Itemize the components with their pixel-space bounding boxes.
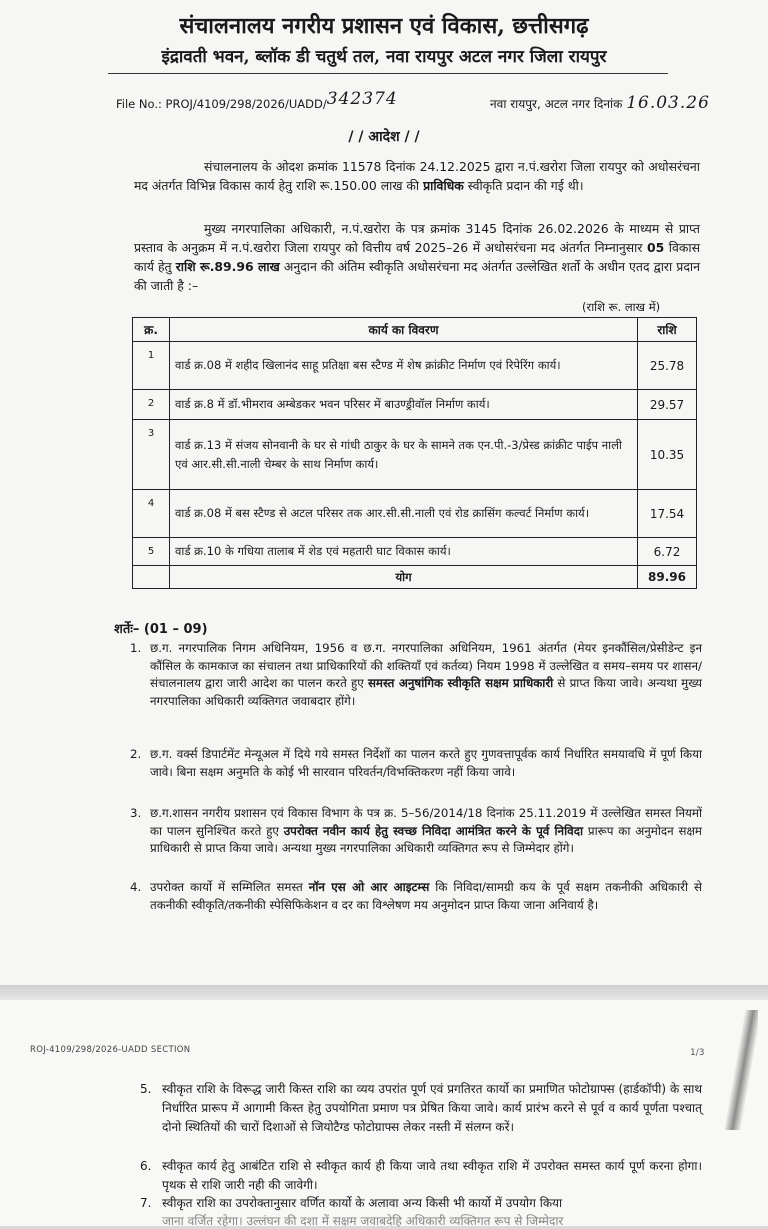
table-row: [133, 490, 697, 538]
total-blank-cell: [133, 566, 170, 589]
file-number: [116, 89, 398, 113]
paragraph-2-text-end: अनुदान की अंतिम स्वीकृति अधोसरंचना मद अंतर्गत उल्लेखित शर्तो के अधीन एतद द्वारा प्रदान की जाती है :–: [134, 259, 700, 293]
row-description: वार्ड क्र.08 में बस स्टैण्ड से अटल परिसर तक आर.सी.सी.नाली एवं रोड क्रासिंग कल्वर्ट निर्माण कार्य।: [170, 490, 638, 538]
condition-text: स्वीकृत राशि के विरूद्ध जारी किस्त राशि का व्यय उपरांत पूर्ण एवं प्रगतिरत कार्यो का प्रमाणित फोटोग्राफ्स (हार्डकॉपी) के साथ निर्धारित प्रारूप में आगामी किस्त हेतु उपयोगिता प्रमाण पत्र प्रेषित किया जावे। कार्य प्रारंभ करने से पूर्व व कार्य पूर्णता पश्चात् दोनो स्थितियों की चारों दिशाओं से जियोटैग्ड फोटोग्राफ्स लेकर नस्ती में संलग्न करें।: [162, 1082, 702, 1134]
row-description: वार्ड क्र.08 में शहीद खिलानंद साहू प्रतिक्षा बस स्टैण्ड में शेष क्रांक्रीट निर्माण एवं रिपेरिंग कार्य।: [170, 342, 638, 390]
condition-bold: समस्त अनुषांगिक स्वीकृति सक्षम प्राधिकारी: [367, 676, 554, 690]
condition-text-end: कि निविदा/सामग्री कय के पूर्व सक्षम तकनीकी अधिकारी से तकनीकी स्वीकृति/तकनीकी स्पेसिफिकेशन व दर का विश्लेषण मय अनुमोदन प्राप्त किया जाना अनिवार्य है।: [150, 880, 702, 912]
table-row: [133, 390, 697, 420]
table-header-row: [133, 318, 697, 342]
condition-4: [130, 879, 702, 914]
page-number: 1/3: [690, 1048, 705, 1058]
place-date-label: नवा रायपुर, अटल नगर दिनांक: [490, 97, 623, 111]
condition-6: [140, 1157, 702, 1195]
paragraph-1-text: संचालनालय के ओदश क्रमांक 11578 दिनांक 24.12.2025 द्वारा न.पं.खरोरा जिला रायपुर को अधोसरंचना मद अंतर्गत विभिन्न विकास कार्य हेतु राशि रू.150.00 लाख की: [134, 159, 700, 193]
condition-number: 3.: [130, 806, 142, 820]
unit-note: (राशि रू. लाख में): [582, 300, 661, 314]
conditions-heading: शर्तेः– (01 – 09): [114, 622, 208, 637]
col-serial: क्र.: [133, 318, 170, 342]
condition-1: [130, 640, 702, 710]
row-description: वार्ड क्र.13 में संजय सोनवानी के घर से गांधी ठाकुर के घर के सामने तक एन.पी.-3/प्रेस्ड क्रांक्रीट पाईप नाली एवं आर.सी.सी.नाली चेम्बर के साथ निर्माण कार्य।: [170, 420, 638, 490]
condition-bold: नॉन एस ओ आर आइटम्स: [308, 880, 430, 894]
scan-shadow: [722, 1010, 758, 1130]
condition-text: छ.ग. नगरपालिक निगम अधिनियम, 1956 व छ.ग. नगरपालिका अधिनियम, 1961 अंतर्गत (मेयर इनकौंसिल/प्रेसीडेन्ट इन कौंसिल के कामकाज का संचालन तथा प्राधिकारियों की शक्तियाँ एवं कर्तव्य) नियम 1998 में उल्लेखित व समय–समय पर शासन/संचालनालय द्वारा जारी आदेश का पालन करते हुए: [150, 641, 702, 690]
condition-text: स्वीकृत राशि का उपरोक्तानुसार वर्णित कार्यो के अलावा अन्य किसी भी कार्यो में उपयोग किया: [162, 1196, 563, 1210]
works-table: [132, 317, 697, 589]
total-amount: 89.96: [638, 566, 697, 589]
col-description: कार्य का विवरण: [170, 318, 638, 342]
paragraph-2-text: मुख्य नगरपालिका अधिकारी, न.पं.खरोरा के पत्र क्रमांक 3145 दिनांक 26.02.2026 के माध्यम से प्राप्त प्रस्ताव के अनुक्रम में न.पं.खरोरा जिला रायपुर को वित्तीय वर्ष 2025–26 में अधोसरंचना मद अंतर्गत निम्नानुसार: [134, 221, 700, 255]
paragraph-2-text-mid: विकास कार्य हेतु: [134, 240, 701, 274]
condition-number: 7.: [140, 1196, 152, 1210]
table-row: [133, 538, 697, 566]
row-serial: 1: [133, 342, 170, 390]
paragraph-2-count: 05: [647, 240, 665, 255]
row-serial: 4: [133, 490, 170, 538]
file-number-label: File No.: PROJ/4109/298/2026/UADD/: [116, 97, 327, 111]
header-divider: [108, 73, 668, 74]
condition-text-end: प्रारूप का अनुमोदन सक्षम प्राधिकारी से प्राप्त किया जावे। अन्यथा मुख्य नगरपालिका अधिकारी व्यक्तिगत रूप से जिम्मेदार होंगे।: [150, 823, 702, 855]
row-serial: 2: [133, 390, 170, 420]
condition-5: [140, 1080, 702, 1137]
paragraph-1: [134, 157, 700, 195]
condition-text: छ.ग. वर्क्स डिपार्टमेंट मेन्यूअल में दिये गये समस्त निर्देशों का पालन करते हुए गुणवत्तापूर्वक कार्य निर्धारित समयावधि में पूर्ण किया जावे। बिना सक्षम अनुमति के कोई भी सारवान परिवर्तन/विभक्तिकरण नहीं किया जावे।: [150, 747, 702, 779]
row-description: वार्ड क्र.8 में डॉ.भीमराव अम्बेडकर भवन परिसर में बाउण्ड्रीवॉल निर्माण कार्य।: [170, 390, 638, 420]
condition-number: 1.: [130, 641, 142, 655]
handwritten-number: 342374: [326, 89, 398, 109]
condition-number: 2.: [130, 747, 142, 761]
col-amount: राशि: [638, 318, 697, 342]
paragraph-2-amount: राशि रू.89.96 लाख: [175, 259, 280, 274]
condition-text-end: से प्राप्त किया जावे। अन्यथा मुख्य नगरपालिका अधिकारी व्यक्तिगत जवाबदार होंगे।: [150, 676, 702, 708]
condition-number: 6.: [140, 1159, 152, 1173]
department-address: इंद्रावती भवन, ब्लॉक डी चतुर्थ तल, नवा रायपुर अटल नगर जिला रायपुर: [161, 47, 607, 67]
page-2-reference: ROJ-4109/298/2026-UADD SECTION: [30, 1045, 191, 1055]
condition-bold: उपरोक्त नवीन कार्य हेतु स्वच्छ निविदा आमंत्रित करने के पूर्व निविदा: [283, 823, 584, 838]
condition-2: [130, 746, 702, 781]
cut-off-line: जाना वर्जित रहेगा। उल्लंघन की दशा में सक्षम जवाबदेहि अधिकारी व्यक्तिगत रूप से जिम्मेदार: [162, 1214, 564, 1228]
condition-number: 4.: [130, 880, 142, 894]
condition-text: स्वीकृत कार्य हेतु आबंटित राशि से स्वीकृत कार्य ही किया जावे तथा स्वीकृत राशि में उपरोक्त समस्त कार्य पूर्ण करना होगा। पृथक से राशि जारी नही की जावेगी।: [162, 1159, 702, 1192]
row-amount: 6.72: [638, 538, 697, 566]
row-amount: 17.54: [638, 490, 697, 538]
condition-number: 5.: [140, 1082, 152, 1096]
table-row: [133, 342, 697, 390]
row-description: वार्ड क्र.10 के गधिया तालाब में शेड एवं महतारी घाट विकास कार्य।: [170, 538, 638, 566]
page-gap: [0, 985, 768, 1000]
row-serial: 5: [133, 538, 170, 566]
department-name: संचालनालय नगरीय प्रशासन एवं विकास, छत्तीसगढ़: [179, 13, 589, 39]
table-row: [133, 420, 697, 490]
order-title: / / आदेश / /: [348, 129, 420, 145]
row-amount: 29.57: [638, 390, 697, 420]
handwritten-date: 16.03.26: [626, 93, 710, 113]
paragraph-1-text-end: स्वीकृति प्रदान की गई थी।: [463, 178, 584, 193]
condition-7: [140, 1194, 702, 1213]
paragraph-1-bold: प्राविधिक: [423, 178, 464, 193]
place-date: [490, 93, 710, 113]
condition-3: [130, 805, 702, 858]
condition-text: छ.ग.शासन नगरीय प्रशासन एवं विकास विभाग के पत्र क्र. 5–56/2014/18 दिनांक 25.11.2019 में उल्लेखित समस्त नियमों का पालन सुनिश्चित करते हुए: [150, 806, 702, 838]
total-label: योग: [170, 566, 638, 589]
condition-text: उपरोक्त कार्यो में सम्मिलित समस्त: [150, 880, 309, 894]
row-serial: 3: [133, 420, 170, 490]
table-total-row: [133, 566, 697, 589]
row-amount: 25.78: [638, 342, 697, 390]
paragraph-2: [134, 219, 700, 295]
row-amount: 10.35: [638, 420, 697, 490]
